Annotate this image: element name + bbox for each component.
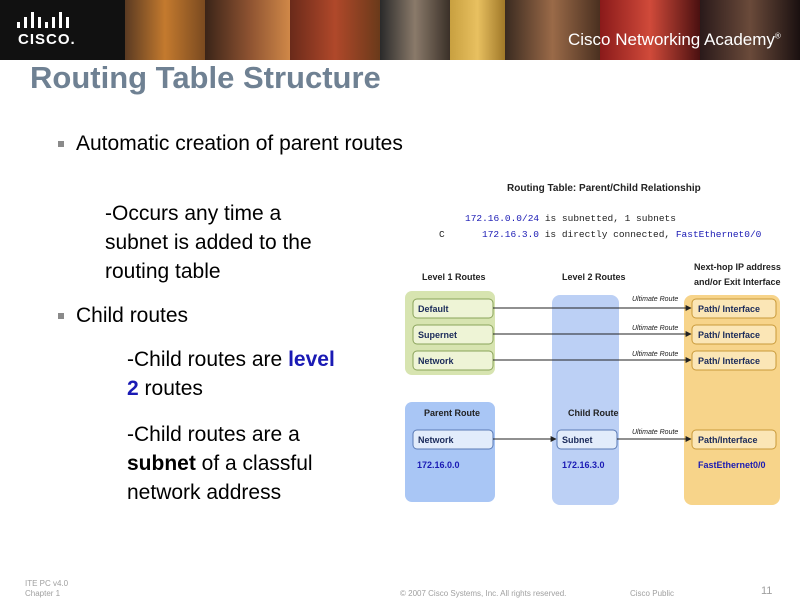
- level-highlight: level: [288, 348, 335, 371]
- sub-text: of a classful: [195, 452, 313, 475]
- footer-classification: Cisco Public: [630, 589, 675, 598]
- registered-mark: ®: [774, 31, 781, 41]
- parent-route-title: Parent Route: [424, 408, 481, 418]
- cisco-wordmark: CISCO.: [18, 31, 76, 48]
- header-banner: [0, 0, 800, 60]
- path-interface-label: Path/ Interface: [698, 356, 761, 366]
- table-net: 172.16.0.0/24: [465, 213, 540, 224]
- header-photo-5: [450, 0, 505, 60]
- bullet-2-sub-2: [127, 420, 397, 507]
- diagram-title: Routing Table: Parent/Child Relationship: [507, 183, 701, 194]
- footer-page-number: 11: [761, 585, 773, 597]
- footer-chapter: Chapter 1: [25, 589, 61, 598]
- table-code: C: [439, 229, 445, 240]
- sub-text: routes: [138, 377, 203, 400]
- default-label: Default: [418, 304, 449, 314]
- bullet-1-label: Automatic creation of parent routes: [76, 132, 403, 155]
- bullet-2-label: Child routes: [76, 304, 189, 327]
- bullet-marker-2: [58, 313, 64, 319]
- sub-line: network address: [127, 481, 282, 504]
- final-interface: FastEthernet0/0: [698, 460, 766, 470]
- final-path-interface-label: Path/Interface: [698, 435, 758, 445]
- table-text: is directly connected,: [539, 229, 676, 240]
- sub-line: -Child routes are a: [127, 423, 300, 446]
- bullet-1-sub-1: [105, 199, 385, 286]
- bullet-marker-1: [58, 141, 64, 147]
- cisco-logo: [0, 0, 125, 60]
- table-text: is subnetted, 1 subnets: [539, 213, 676, 224]
- level2-column: [552, 295, 619, 505]
- bullet-1-text: [76, 129, 406, 158]
- child-subnet-label: Subnet: [562, 435, 593, 445]
- sub-line: -Occurs any time a: [105, 202, 282, 225]
- table-line-1: [465, 213, 676, 224]
- header-photo-4: [380, 0, 450, 60]
- table-net: 172.16.3.0: [482, 229, 540, 240]
- child-address: 172.16.3.0: [562, 460, 605, 470]
- header-photo-2: [205, 0, 290, 60]
- path-interface-label: Path/ Interface: [698, 304, 761, 314]
- network-label: Network: [418, 356, 454, 366]
- level-number-highlight: 2: [127, 377, 139, 400]
- bullet-2-text: [76, 301, 188, 330]
- supernet-label: Supernet: [418, 330, 458, 340]
- table-line-2: [439, 229, 762, 240]
- academy-title: [568, 30, 781, 50]
- ultimate-route-label: Ultimate Route: [632, 296, 679, 303]
- cisco-bars-icon: [17, 12, 73, 30]
- subnet-emphasis: subnet: [127, 452, 196, 475]
- level2-header: Level 2 Routes: [562, 272, 626, 282]
- sub-line: subnet is added to the: [105, 231, 312, 254]
- sub-line: [127, 449, 397, 478]
- table-iface: FastEthernet0/0: [675, 229, 762, 240]
- nexthop-header-2: and/or Exit Interface: [694, 277, 781, 287]
- sub-line: [127, 345, 397, 374]
- parent-address: 172.16.0.0: [417, 460, 460, 470]
- slide-title: Routing Table Structure: [30, 60, 381, 95]
- parent-network-label: Network: [418, 435, 454, 445]
- child-route-title: Child Route: [568, 408, 619, 418]
- nexthop-header-1: Next-hop IP address: [694, 262, 781, 272]
- bullet-2-sub-1: [127, 345, 397, 403]
- header-photo-1: [125, 0, 205, 60]
- ultimate-route-label: Ultimate Route: [632, 351, 679, 358]
- sub-text: -Child routes are: [127, 348, 289, 371]
- sub-line: [127, 374, 397, 403]
- footer-course: ITE PC v4.0: [25, 579, 69, 588]
- sub-line: routing table: [105, 260, 221, 283]
- ultimate-route-label: Ultimate Route: [632, 429, 679, 436]
- academy-text: Cisco Networking Academy: [568, 30, 775, 49]
- path-interface-label: Path/ Interface: [698, 330, 761, 340]
- footer-copyright: © 2007 Cisco Systems, Inc. All rights reserved.: [400, 589, 567, 598]
- header-photo-3: [290, 0, 380, 60]
- routing-table-diagram: [402, 180, 782, 510]
- level1-header: Level 1 Routes: [422, 272, 486, 282]
- ultimate-route-label: Ultimate Route: [632, 325, 679, 332]
